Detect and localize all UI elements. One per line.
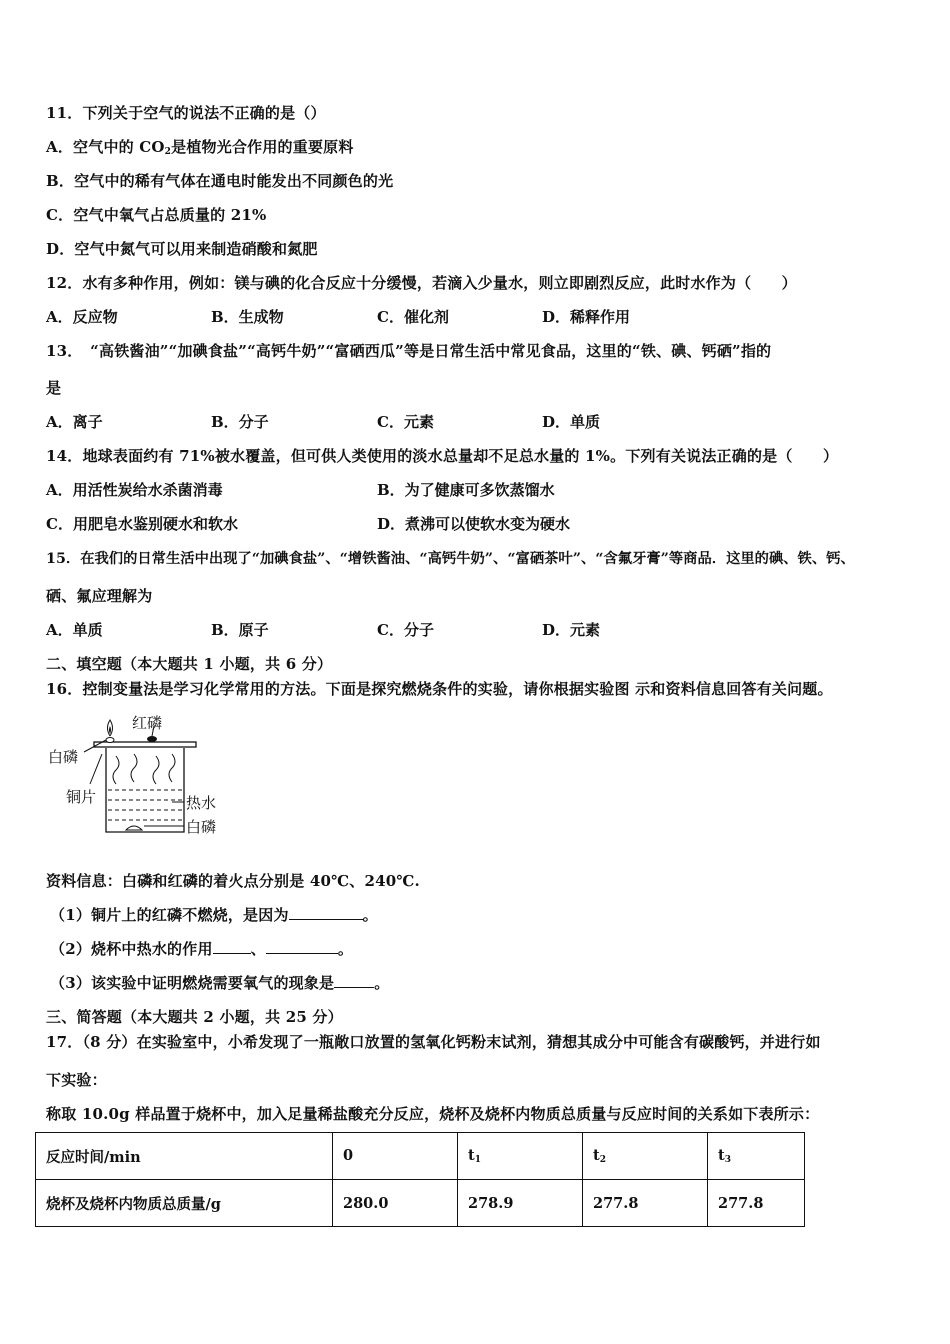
q11-option-a: A．空气中的 $CO_2$是植物光合作用的重要原料: [46, 138, 354, 157]
answer-blank[interactable]: [334, 973, 374, 988]
row-header-mass: 烧杯及烧杯内物质总质量/g: [36, 1180, 333, 1227]
q15-option-c: C．分子: [377, 621, 434, 639]
q13-option-c: C．元素: [377, 413, 434, 431]
q17-stem-table-intro: 称取 10.0g 样品置于烧杯中，加入足量稀盐酸充分反应，烧杯及烧杯内物质总质量与反应时间的关系如下表所示：: [46, 1105, 820, 1123]
q15-option-d: D．元素: [542, 621, 601, 639]
answer-blank[interactable]: [213, 939, 251, 954]
q14-stem: 14．地球表面约有 71%被水覆盖，但可供人类使用的淡水总量却不足总水量的 1%。下列有关说法正确的是（ ）: [46, 447, 839, 465]
q14-option-b: B．为了健康可多饮蒸馏水: [377, 481, 555, 499]
q14-option-c: C．用肥皂水鉴别硬水和软水: [46, 515, 238, 533]
time-cell: $t_2$: [583, 1133, 708, 1180]
label-hot-water: 热水: [186, 794, 217, 812]
table-row: [36, 1180, 805, 1227]
mass-cell: 277.8: [583, 1180, 708, 1227]
mass-cell: 278.9: [458, 1180, 583, 1227]
label-copper-sheet: 铜片: [66, 788, 97, 806]
q11-stem: 11．下列关于空气的说法不正确的是（）: [46, 104, 326, 122]
q14-option-d: D．煮沸可以使软水变为硬水: [377, 515, 571, 533]
q17-stem: 17．（8 分）在实验室中，小希发现了一瓶敞口放置的氢氧化钙粉末试剂，猜想其成分中可能含有碳酸钙，并进行如: [46, 1033, 821, 1051]
q16-sub3: （3）该实验中证明燃烧需要氧气的现象是 。: [50, 974, 390, 992]
answer-blank[interactable]: [266, 939, 338, 954]
q15-option-b: B．原子: [211, 621, 269, 639]
q12-option-b: B．生成物: [211, 308, 284, 326]
time-cell: $t_1$: [458, 1133, 583, 1180]
q11-option-d: D．空气中氮气可以用来制造硝酸和氮肥: [46, 240, 318, 258]
label-white-phosphorus-bottom: 白磷: [186, 818, 217, 836]
q16-sub1: （1）铜片上的红磷不燃烧，是因为 。: [50, 906, 378, 924]
mass-cell: 280.0: [333, 1180, 458, 1227]
label-red-phosphorus: 红磷: [132, 714, 163, 732]
q15-option-a: A．单质: [46, 621, 103, 639]
q15-stem-continued: 硒、氟应理解为: [46, 587, 153, 605]
section-2-heading: 二、填空题（本大题共 1 小题，共 6 分）: [46, 655, 333, 673]
row-header-time: 反应时间/min: [36, 1133, 333, 1180]
q12-option-c: C．催化剂: [377, 308, 449, 326]
q13-stem: 13． “高铁酱油”“加碘食盐”“高钙牛奶”“富硒西瓜”等是日常生活中常见食品，这里的“铁、碘、钙硒”指的: [46, 342, 772, 360]
q15-stem: 15．在我们的日常生活中出现了“加碘食盐”、“增铁酱油、“高钙牛奶”、“富硒茶叶”、“含氟牙膏”等商品．这里的碘、铁、钙、: [46, 551, 855, 567]
q16-stem: 16．控制变量法是学习化学常用的方法。下面是探究燃烧条件的实验，请你根据实验图 示和资料信息回答有关问题。: [46, 680, 833, 698]
combustion-experiment-figure: [44, 712, 234, 840]
q16-sub2: （2）烧杯中热水的作用 、 。: [50, 940, 354, 958]
q12-option-d: D．稀释作用: [542, 308, 631, 326]
q13-option-d: D．单质: [542, 413, 601, 431]
q13-option-b: B．分子: [211, 413, 269, 431]
q11-option-c: C．空气中氧气占总质量的 21%: [46, 206, 267, 224]
q13-stem-continued: 是: [46, 379, 62, 397]
q13-option-a: A．离子: [46, 413, 103, 431]
section-3-heading: 三、简答题（本大题共 2 小题，共 25 分）: [46, 1008, 343, 1026]
q17-stem-continued: 下实验：: [46, 1071, 107, 1089]
label-white-phosphorus-top: 白磷: [48, 748, 79, 766]
q16-info: 资料信息：白磷和红磷的着火点分别是 40℃、240℃.: [46, 872, 420, 890]
reaction-data-table: [35, 1132, 805, 1227]
q14-option-a: A．用活性炭给水杀菌消毒: [46, 481, 223, 499]
mass-cell: 277.8: [708, 1180, 805, 1227]
time-cell: $t_3$: [708, 1133, 805, 1180]
q11-option-b: B．空气中的稀有气体在通电时能发出不同颜色的光: [46, 172, 394, 190]
time-cell: 0: [333, 1133, 458, 1180]
q12-option-a: A．反应物: [46, 308, 118, 326]
answer-blank[interactable]: [289, 905, 363, 920]
table-row: [36, 1133, 805, 1180]
q12-stem: 12．水有多种作用，例如：镁与碘的化合反应十分缓慢，若滴入少量水，则立即剧烈反应，此时水作为（ ）: [46, 274, 797, 292]
